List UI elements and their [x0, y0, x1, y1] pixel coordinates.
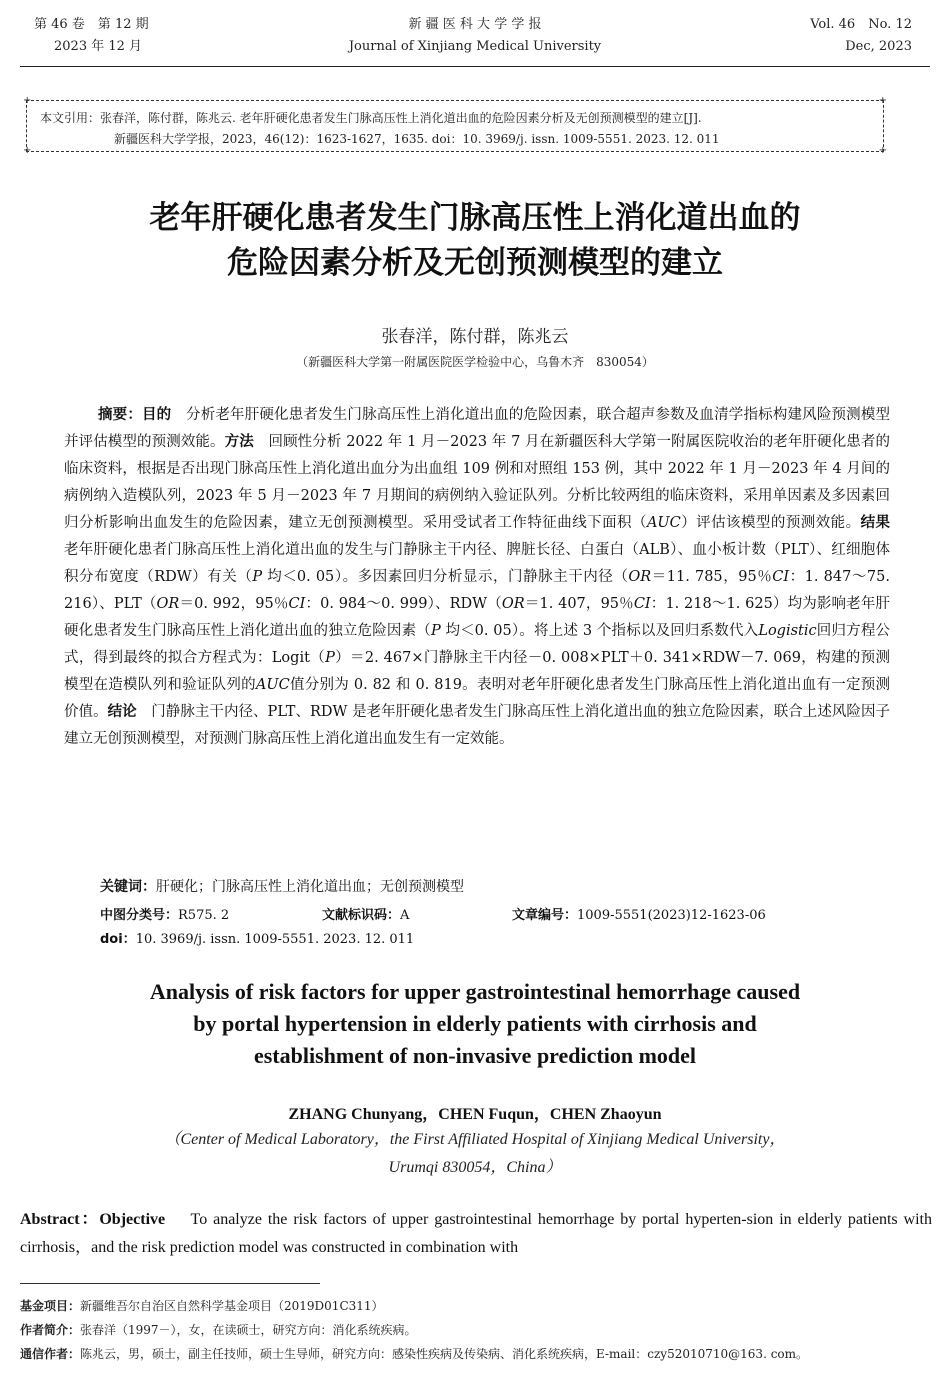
volume-no-en: Vol. 46 No. 12 [810, 17, 912, 32]
objective-label: 目的 [142, 407, 172, 423]
corner-plus-icon: + [878, 95, 887, 106]
affiliation-en [0, 1126, 950, 1182]
p-term: P [430, 623, 441, 639]
objective-en-label: Objective [99, 1211, 166, 1228]
p-term: P [325, 650, 335, 666]
logistic-term: Logistic [758, 623, 817, 639]
fund-label: 基金项目： [20, 1299, 81, 1313]
title-en-line-2: by portal hypertension in elderly patients with cirrhosis and [193, 1011, 757, 1036]
doi-value: 10. 3969/j. issn. 1009-5551. 2023. 12. 011 [135, 932, 415, 947]
results-text: ＝11. 785，95％ [651, 569, 773, 585]
auc-term: AUC [646, 515, 681, 531]
citation-text [40, 108, 880, 150]
affiliation-en-line-1: （Center of Medical Laboratory，the First Affiliated Hospital of Xinjiang Medical University， [164, 1131, 786, 1148]
ci-term: CI [633, 596, 651, 612]
clc-value: R575. 2 [178, 908, 230, 923]
fund-value: 新疆维吾尔自治区自然科学基金项目（2019D01C311） [80, 1299, 384, 1313]
affiliation-cn: （新疆医科大学第一附属医院医学检验中心，乌鲁木齐 830054） [296, 355, 654, 369]
article-number-value: 1009-5551(2023)12-1623-06 [577, 908, 766, 923]
corresponding-value: 陈兆云，男，硕士，副主任技师，硕士生导师，研究方向：感染性疾病及传染病、消化系统疾病，E-mail：czy52010710@163. com。 [80, 1347, 809, 1361]
abstract-en-text: To analyze the risk factors of upper gastrointestinal hemorrhage by portal hyperten-sion in elderly patients with cirrhosis，and the risk prediction model was constructed in combination with [20, 1211, 933, 1256]
journal-name-cn: 新 疆 医 科 大 学 学 报 [408, 17, 542, 32]
citation-line-2: 新疆医科大学学报，2023，46(12)：1623-1627，1635. doi：10. 3969/j. issn. 1009-5551. 2023. 12. 011 [114, 132, 720, 146]
abstract-label: 摘要： [98, 407, 143, 423]
or-term: OR [628, 569, 652, 585]
ci-term: CI [288, 596, 306, 612]
results-text: 回归方程公式，得到最终的拟合方程式为：Logit（ [64, 623, 891, 666]
results-text: ：1. 218～1. 625）均为影响老年肝硬化患者发生门脉高压性上消化道出血的独立危险因素（ [64, 596, 890, 639]
results-text: 老年肝硬化患者门脉高压性上消化道出血的发生与门静脉主干内径、脾脏长径、白蛋白（ALB）、血小板计数（PLT）、红细胞体积分布宽度（RDW）有关（ [64, 542, 890, 585]
volume-issue: 第 46 卷 第 12 期 [34, 17, 149, 32]
footnote-rule [20, 1283, 320, 1284]
results-text: ＝1. 407，95％ [524, 596, 634, 612]
auc-term: AUC [255, 677, 290, 693]
or-term: OR [156, 596, 180, 612]
affiliation-en-line-2: Urumqi 830054，China） [388, 1159, 562, 1176]
running-header-right [810, 14, 912, 58]
clc-label: 中图分类号： [100, 908, 179, 923]
methods-text: 回顾性分析 2022 年 1 月－2023 年 7 月在新疆医科大学第一附属医院收治的老年肝硬化患者的临床资料，根据是否出现门脉高压性上消化道出血分为出血组 109 例和对照组 153 例，其中 2022 年 1 月－2023 年 4 月间的病例纳入造模队列，2023 年 5 月－2023 年 7 月期间的病例纳入验证队列。分析比较两组的临床资料，采用单因素及多因素回归分析影响出血发生的危险因素，建立无创预测模型。采用受试者工作特征曲线下面积（ [64, 434, 891, 531]
author-bio-label: 作者简介： [20, 1323, 81, 1337]
objective-text: 分析老年肝硬化患者发生门脉高压性上消化道出血的危险因素，联合超声参数及血清学指标构建风险预测模型并评估模型的预测效能。 [64, 407, 891, 450]
conclusion-label: 结论 [107, 704, 137, 720]
author-bio-value: 张春洋（1997－），女，在读硕士，研究方向：消化系统疾病。 [80, 1323, 417, 1337]
authors-cn: 张春洋，陈付群，陈兆云 [381, 327, 569, 347]
abstract-en-label: Abstract： [20, 1211, 100, 1228]
keywords-label: 关键词： [100, 879, 156, 895]
header-rule [20, 66, 930, 67]
abstract-en [20, 1206, 932, 1262]
title-cn [0, 196, 950, 286]
document-code-value: A [400, 908, 410, 923]
issue-date-cn: 2023 年 12 月 [54, 39, 143, 54]
doi-label: doi： [100, 932, 136, 947]
methods-label: 方法 [224, 434, 254, 450]
results-text: ：0. 984～0. 999）、RDW（ [305, 596, 502, 612]
conclusion-text: 门静脉主干内径、PLT、RDW 是老年肝硬化患者发生门脉高压性上消化道出血的独立危险因素，联合上述风险因子建立无创预测模型，对预测门脉高压性上消化道出血发生有一定效能。 [64, 704, 891, 747]
title-cn-line-2: 危险因素分析及无创预测模型的建立 [227, 245, 723, 281]
running-header-center [0, 14, 950, 58]
document-code-label: 文献标识码： [322, 908, 401, 923]
results-text: 值分别为 0. 82 和 0. 819。表明对老年肝硬化患者发生门脉高压性上消化道出血有一定预测价值。 [64, 677, 891, 720]
document-code [322, 904, 409, 923]
footnote-author [20, 1321, 417, 1338]
title-en-line-1: Analysis of risk factors for upper gastrointestinal hemorrhage caused [149, 979, 801, 1004]
doi-row [100, 928, 414, 947]
keywords [100, 876, 464, 896]
article-number-label: 文章编号： [512, 908, 578, 923]
article-number [512, 904, 766, 923]
methods-tail: ）评估该模型的预测效能。 [680, 515, 861, 531]
results-text: 均＜0. 05）。将上述 3 个指标以及回归系数代入 [440, 623, 759, 639]
results-text: 均＜0. 05）。多因素回归分析显示，门静脉主干内径（ [262, 569, 629, 585]
classification-row [100, 904, 860, 923]
title-en [0, 976, 950, 1072]
journal-name-en: Journal of Xinjiang Medical University [348, 39, 602, 54]
keywords-value: 肝硬化；门脉高压性上消化道出血；无创预测模型 [156, 879, 464, 895]
issue-date-en: Dec, 2023 [845, 39, 912, 54]
results-text: ：1. 847～75. 216）、PLT（ [64, 569, 890, 612]
title-en-line-3: establishment of non-invasive prediction model [253, 1043, 697, 1068]
citation-line-1: 本文引用：张春洋，陈付群，陈兆云. 老年肝硬化患者发生门脉高压性上消化道出血的危险因素分析及无创预测模型的建立[J]. [40, 111, 702, 125]
or-term: OR [501, 596, 525, 612]
footnote-corresponding [20, 1345, 808, 1362]
footnote-fund [20, 1297, 384, 1314]
authors-en: ZHANG Chunyang，CHEN Fuqun，CHEN Zhaoyun [288, 1106, 662, 1123]
abstract-cn [64, 402, 890, 753]
ci-term: CI [772, 569, 790, 585]
results-text: ＝0. 992，95％ [179, 596, 289, 612]
corresponding-label: 通信作者： [20, 1347, 81, 1361]
p-term: P [252, 569, 263, 585]
corner-plus-icon: + [23, 95, 32, 106]
title-cn-line-1: 老年肝硬化患者发生门脉高压性上消化道出血的 [149, 200, 801, 236]
corner-plus-icon: + [23, 145, 32, 156]
results-label: 结果 [860, 515, 891, 531]
results-text: ）＝2. 467×门静脉主干内径－0. 008×PLT＋0. 341×RDW－7. 069，构建的预测模型在造模队列和验证队列的 [64, 650, 890, 693]
corner-plus-icon: + [878, 145, 887, 156]
